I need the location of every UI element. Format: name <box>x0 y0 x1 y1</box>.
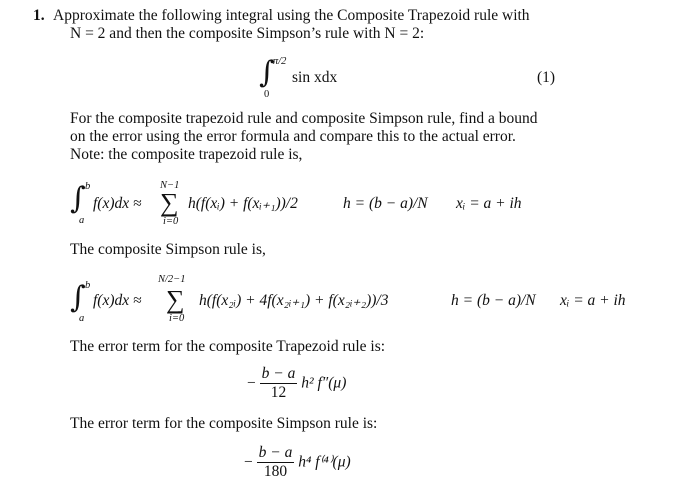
equation-number: (1) <box>537 69 556 86</box>
simp-lhs: f(x)dx ≈ <box>93 292 142 309</box>
simp-sum-bottom: i=0 <box>169 313 185 324</box>
trap-lhs: f(x)dx ≈ <box>93 195 142 212</box>
trap-error-sign: − <box>247 374 256 392</box>
trap-lower-limit: a <box>79 215 85 226</box>
problem-line-1: Approximate the following integral using the Composite Trapezoid rule with <box>53 7 530 24</box>
integrand: sin xdx <box>292 69 338 86</box>
simp-sum-top: N/2−1 <box>158 274 186 285</box>
simp-error-numerator: b − a <box>258 444 293 461</box>
trap-error-intro: The error term for the composite Trapezoid rule is: <box>70 338 386 355</box>
simp-error-tail: h⁴ f⁽⁴⁾(μ) <box>298 453 351 471</box>
trap-error-numerator: b − a <box>261 365 296 382</box>
paragraph-line-3: Note: the composite trapezoid rule is, <box>70 146 303 163</box>
simp-error-fraction <box>257 444 295 481</box>
simp-sum-icon: ∑ <box>166 285 185 314</box>
simp-error-sign: − <box>244 453 253 471</box>
problem-line-2: N = 2 and then the composite Simpson’s rule with N = 2: <box>70 25 425 42</box>
integral-lower-limit: 0 <box>264 89 270 100</box>
trap-error-tail: h² f″(μ) <box>301 374 347 392</box>
problem-number: 1. <box>33 7 45 24</box>
simp-x-def: xᵢ = a + ih <box>560 292 626 309</box>
integral-sign: ∫ <box>259 55 275 90</box>
simp-lower-limit: a <box>79 313 85 324</box>
trap-sum-top: N−1 <box>160 180 180 191</box>
paragraph-line-1: For the composite trapezoid rule and composite Simpson rule, find a bound <box>70 110 538 127</box>
simp-error-denominator: 180 <box>263 463 288 480</box>
simp-h-def: h = (b − a)/N <box>451 292 536 309</box>
trap-error-denominator: 12 <box>270 384 287 401</box>
simp-integral-sign: ∫ <box>70 280 86 315</box>
trap-x-def: xᵢ = a + ih <box>456 195 522 212</box>
trap-error-fraction <box>260 365 298 402</box>
paragraph-line-2: on the error using the error formula and compare this to the actual error. <box>70 128 516 145</box>
simp-error-intro: The error term for the composite Simpson rule is: <box>70 415 378 432</box>
trap-integral-sign: ∫ <box>70 181 86 216</box>
trap-upper-limit: b <box>85 181 91 192</box>
simp-upper-limit: b <box>85 280 91 291</box>
simp-body: h(f(x₂ᵢ) + 4f(x₂ᵢ₊₁) + f(x₂ᵢ₊₂))/3 <box>199 292 389 309</box>
simp-error-formula <box>244 444 351 481</box>
simpson-intro: The composite Simpson rule is, <box>70 241 266 258</box>
integral-upper-limit: π/2 <box>273 56 287 67</box>
trap-sum-bottom: i=0 <box>163 216 179 227</box>
trap-sum-icon: ∑ <box>160 188 179 217</box>
trap-error-formula <box>247 365 346 402</box>
trap-body: h(f(xᵢ) + f(xᵢ₊₁))/2 <box>188 195 298 212</box>
trap-h-def: h = (b − a)/N <box>343 195 428 212</box>
